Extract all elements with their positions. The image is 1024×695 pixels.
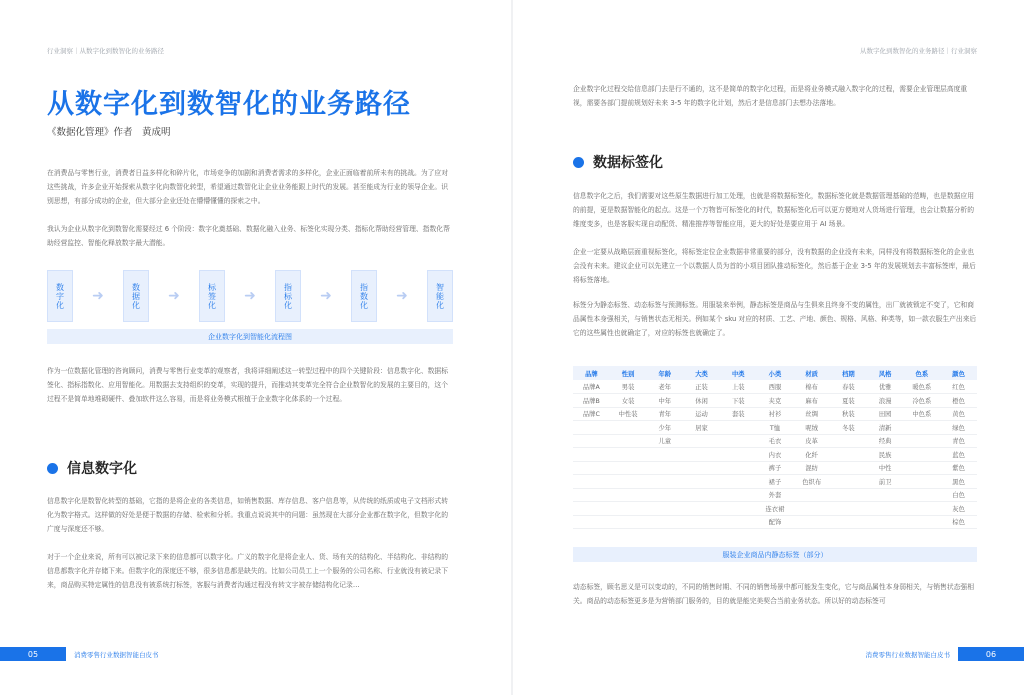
table-cell: 暖色系: [903, 380, 940, 394]
table-cell: 中色系: [903, 407, 940, 421]
column-header: 颜色: [940, 366, 977, 380]
column-header: 大类: [683, 366, 720, 380]
table-cell: 中性: [867, 461, 904, 475]
table-caption: 服装企业商品内静态标签（部分）: [573, 547, 977, 562]
section-heading-data-tagging: [573, 152, 663, 172]
table-row: [573, 488, 977, 502]
process-step-metrics: 指标化: [275, 270, 301, 322]
table-cell: 民族: [867, 448, 904, 462]
table-cell: 休闲: [683, 394, 720, 408]
table-cell: [610, 515, 647, 529]
table-row: [573, 394, 977, 408]
table-cell: [646, 515, 683, 529]
table-cell: [573, 434, 610, 448]
table-cell: 前卫: [867, 475, 904, 489]
table-cell: [683, 461, 720, 475]
table-cell: [720, 515, 757, 529]
table-cell: [793, 515, 830, 529]
table-cell: 白色: [940, 488, 977, 502]
table-cell: 优雅: [867, 380, 904, 394]
table-row: [573, 421, 977, 435]
section-title: 信息数字化: [67, 461, 137, 477]
table-cell: [683, 448, 720, 462]
table-cell: 浪漫: [867, 394, 904, 408]
column-header: 色系: [903, 366, 940, 380]
arrow-icon: ➜: [168, 288, 180, 304]
table-cell: 儿童: [646, 434, 683, 448]
table-cell: 下装: [720, 394, 757, 408]
table-cell: 灰色: [940, 502, 977, 516]
table-cell: 黄色: [940, 407, 977, 421]
table-cell: 黑色: [940, 475, 977, 489]
table-row: [573, 407, 977, 421]
table-cell: [830, 448, 867, 462]
table-cell: [646, 448, 683, 462]
table-cell: [610, 461, 647, 475]
table-cell: [720, 502, 757, 516]
running-head-left: 行业洞察｜从数字化到数智化的业务路径: [47, 47, 164, 55]
table-cell: 品牌A: [573, 380, 610, 394]
table-row: [573, 515, 977, 529]
table-cell: 呢绒: [793, 421, 830, 435]
dynamic-tag-paragraph: 动态标签，顾名思义是可以变动的，不同的销售时期、不同的销售场景中都可能发生变化，它与商品属性本身弱相关，与销售状态强相关。商品的动态标签更多是为营销部门服务的，目的就是能完美契合当前业务状态。所以好的动态标签可: [573, 583, 975, 605]
process-step-digitization: 数字化: [47, 270, 73, 322]
table-cell: [793, 488, 830, 502]
table-cell: [573, 502, 610, 516]
process-step-datafication: 数据化: [123, 270, 149, 322]
table-cell: 中年: [646, 394, 683, 408]
table-cell: [720, 475, 757, 489]
table-cell: [793, 502, 830, 516]
table-cell: 少年: [646, 421, 683, 435]
footer-title: 消费零售行业数据智能白皮书: [74, 650, 159, 659]
table-cell: [830, 434, 867, 448]
process-step-tagging: 标签化: [199, 270, 225, 322]
strategy-paragraph: 企业一定要从战略层面重视标签化，将标签定位企业数据非常重要的部分，没有数据的企业没有未来，同样没有将数据标签化的企业也会没有未来。建议企业可以先建立一个以数据人员为首的小项目团队推动标签化，然后基于企业 3-5 年的发展规划去丰富标签库，最后将标签落地。: [573, 248, 976, 284]
table-cell: [646, 502, 683, 516]
stages-paragraph: 我认为企业从数字化到数智化需要经过 6 个阶段：数字化奠基础、数据化融入业务、标签化实现分类、指标化帮助经营管理、指数化帮助经营监控、智能化释放数字最大潜能。: [47, 225, 450, 247]
observer-paragraph: 作为一位数据化管理的咨询顾问，消费与零售行业变革的观察者，我将详细阐述这一转型过程中的四个关键阶段：信息数字化、数据标签化、指标指数化、应用智能化。用数据去支持组织的变革，实现的提升，而推动其变革完全符合企业数智化的发展的主要目的，这个过程不是简单地堆砌硬件、叠加软件这么容易，而是将业务模式根植于企业数字化体系的一个过程。: [47, 367, 449, 403]
table-cell: [720, 461, 757, 475]
column-header: 小类: [757, 366, 794, 380]
table-cell: 化纤: [793, 448, 830, 462]
tagging-paragraph: 信息数字化之后，我们需要对这些原生数据进行加工处理，也就是将数据标签化，数据标签化就是数据管理基础的范畴，也是数据应用的前提，更是数据智能化的起点。这是一个万物皆可标签化的时代，数据标签化后可以更方便地对人货场进行管理，也会让数据分析的维度变多，也是客服实现自动配货、精准推荐等智能应用，更大的好处是要应用于 AI 场景。: [573, 192, 975, 228]
table-cell: 色织布: [793, 475, 830, 489]
static-tag-table: [573, 366, 977, 529]
arrow-icon: ➜: [320, 288, 332, 304]
table-cell: [830, 461, 867, 475]
table-cell: [646, 475, 683, 489]
spread-divider: [511, 0, 513, 695]
article-title: 从数字化到数智化的业务路径: [47, 89, 411, 120]
footer-right: [858, 647, 1024, 661]
digitization-paragraph: 信息数字化是数智化转型的基础，它指的是将企业的各类信息，如销售数据、库存信息、客户信息等，从传统的纸质或电子文档形式转化为数字格式。这样做的好处是便于数据的存储、检索和分析。我重点说说其中的问题：虽然现在大部分企业都在数字化，但数字化的广度与深度还不够。: [47, 497, 449, 533]
table-cell: 冷色系: [903, 394, 940, 408]
table-cell: 丝绸: [793, 407, 830, 421]
enterprise-paragraph: 对于一个企业来说，所有可以被记录下来的信息都可以数字化。广义的数字化是将企业人、货、场有关的结构化、半结构化、非结构的信息都数字化并存储下来。但数字化的深度还不够，很多信息都是缺失的。比如公司员工上一个服务的公司名称、行业就没有被记录下来，商品购买特定属性的信息没有被系统打标签，客服与消费者沟通过程没有转文字被存储结构化记录…: [47, 553, 449, 589]
column-header: 性别: [610, 366, 647, 380]
table-cell: [903, 488, 940, 502]
table-cell: [683, 502, 720, 516]
table-cell: 青年: [646, 407, 683, 421]
table-cell: 正装: [683, 380, 720, 394]
process-step-intelligence: 智能化: [427, 270, 453, 322]
table-cell: 青色: [940, 434, 977, 448]
table-cell: 麻布: [793, 394, 830, 408]
page-number: 05: [0, 647, 66, 661]
process-flow-diagram: [47, 268, 453, 324]
table-cell: [610, 502, 647, 516]
table-cell: 西服: [757, 380, 794, 394]
table-cell: 冬装: [830, 421, 867, 435]
running-head-right: 从数字化到数智化的业务路径｜行业洞察: [860, 47, 977, 55]
table-cell: 毛衣: [757, 434, 794, 448]
table-cell: 老年: [646, 380, 683, 394]
table-cell: 衬衫: [757, 407, 794, 421]
footer-left: [0, 647, 167, 661]
table-cell: 品牌B: [573, 394, 610, 408]
table-cell: 外套: [757, 488, 794, 502]
table-row: [573, 380, 977, 394]
table-cell: [903, 515, 940, 529]
table-cell: [720, 448, 757, 462]
table-row: [573, 448, 977, 462]
table-cell: [646, 461, 683, 475]
table-row: [573, 502, 977, 516]
table-cell: 棕色: [940, 515, 977, 529]
table-cell: 运动: [683, 407, 720, 421]
table-cell: [903, 448, 940, 462]
column-header: 材质: [793, 366, 830, 380]
process-step-index: 指数化: [351, 270, 377, 322]
table-cell: [610, 421, 647, 435]
table-cell: 男装: [610, 380, 647, 394]
table-cell: [903, 434, 940, 448]
table-cell: 混纺: [793, 461, 830, 475]
column-header: 中类: [720, 366, 757, 380]
section-heading-info-digitization: [47, 458, 137, 478]
table-row: [573, 434, 977, 448]
table-row: [573, 475, 977, 489]
table-cell: 橙色: [940, 394, 977, 408]
footer-title: 消费零售行业数据智能白皮书: [865, 650, 950, 659]
table-cell: [683, 475, 720, 489]
column-header: 风格: [867, 366, 904, 380]
table-cell: [720, 488, 757, 502]
table-cell: [573, 448, 610, 462]
table-cell: 配饰: [757, 515, 794, 529]
table-cell: [830, 515, 867, 529]
table-cell: [573, 515, 610, 529]
table-cell: 绿色: [940, 421, 977, 435]
table-cell: 裤子: [757, 461, 794, 475]
table-cell: [610, 488, 647, 502]
column-header: 品牌: [573, 366, 610, 380]
table-cell: [830, 502, 867, 516]
table-cell: [720, 434, 757, 448]
arrow-icon: ➜: [92, 288, 104, 304]
table-cell: 连衣裙: [757, 502, 794, 516]
table-cell: [903, 475, 940, 489]
author-line: 《数据化管理》作者 黄成明: [47, 127, 171, 138]
table-cell: 居家: [683, 421, 720, 435]
page-number: 06: [958, 647, 1024, 661]
table-cell: 中性装: [610, 407, 647, 421]
table-cell: 紫色: [940, 461, 977, 475]
table-row: [573, 461, 977, 475]
column-header: 档期: [830, 366, 867, 380]
table-cell: 春装: [830, 380, 867, 394]
intro-paragraph: 在消费品与零售行业，消费者日益多样化和碎片化，市场竞争的加剧和消费者需求的多样化，企业正面临着前所未有的挑战。为了应对这些挑战，许多企业开始探索从数字化向数智化转型，希望通过数智化让企业业务能跟上时代的发展。甚至能成为行业的领导企业。识别思想，有部分成功的企业，但大部分企业还处在懵懵懂懂的探索之中。: [47, 169, 449, 205]
tag-types-paragraph: 标签分为静态标签、动态标签与预测标签。用服装来举例，静态标签是商品与生俱来且终身不变的属性，出厂就被锁定不变了，它和商品属性本身强相关，与销售状态无相关。例如某个 sku 对应的材质、工艺、产地、颜色、规格、风格、种类等，如一款衣服生产出来后它的这些属性也就确定了，对应的标签也就确定了。: [573, 301, 977, 337]
bullet-dot-icon: [573, 157, 584, 168]
table-cell: [573, 488, 610, 502]
table-cell: [903, 461, 940, 475]
table-cell: [720, 421, 757, 435]
section-title: 数据标签化: [593, 155, 663, 171]
bullet-dot-icon: [47, 463, 58, 474]
table-cell: 蓝色: [940, 448, 977, 462]
table-cell: 内衣: [757, 448, 794, 462]
column-header: 年龄: [646, 366, 683, 380]
arrow-icon: ➜: [244, 288, 256, 304]
table-cell: 裙子: [757, 475, 794, 489]
table-cell: [573, 475, 610, 489]
table-cell: [683, 515, 720, 529]
table-cell: 经典: [867, 434, 904, 448]
table-cell: 夏装: [830, 394, 867, 408]
table-cell: [683, 488, 720, 502]
table-cell: 田园: [867, 407, 904, 421]
table-cell: 夹克: [757, 394, 794, 408]
table-cell: 皮革: [793, 434, 830, 448]
table-cell: [610, 475, 647, 489]
right-intro-paragraph: 企业数字化过程交给信息部门去是行不通的，这不是简单的数字化过程，而是将业务模式融入数字化的过程，需要企业管理层高度重视，需要各部门提前规划好未来 3-5 年的数字化计划，然后才是信息部门去想办法落地。: [573, 85, 968, 107]
table-cell: 棉布: [793, 380, 830, 394]
table-cell: 秋装: [830, 407, 867, 421]
table-cell: [573, 421, 610, 435]
process-caption: 企业数字化到智能化流程图: [47, 329, 453, 344]
table-cell: 品牌C: [573, 407, 610, 421]
table-cell: [573, 461, 610, 475]
table-cell: 上装: [720, 380, 757, 394]
table-cell: [610, 434, 647, 448]
table-cell: [903, 421, 940, 435]
table-cell: [867, 515, 904, 529]
table-cell: 女装: [610, 394, 647, 408]
table-cell: [830, 488, 867, 502]
table-cell: [830, 475, 867, 489]
table-cell: [646, 488, 683, 502]
table-cell: [610, 448, 647, 462]
table-header-row: [573, 366, 977, 380]
arrow-icon: ➜: [396, 288, 408, 304]
table-cell: [867, 502, 904, 516]
table-cell: 清新: [867, 421, 904, 435]
table-cell: T恤: [757, 421, 794, 435]
table-cell: [867, 488, 904, 502]
table-cell: [903, 502, 940, 516]
table-cell: 套装: [720, 407, 757, 421]
table-cell: [683, 434, 720, 448]
table-cell: 红色: [940, 380, 977, 394]
